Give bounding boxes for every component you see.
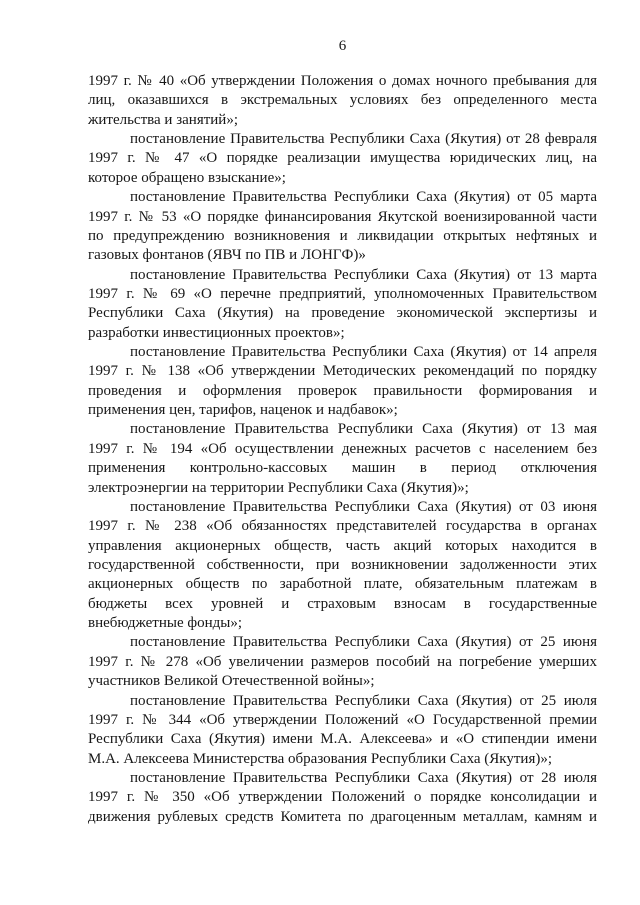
text-line: применения цен, тарифов, наценок и надбавок»; bbox=[88, 402, 398, 419]
paragraph bbox=[88, 188, 597, 265]
text-line: акционерных обществ по заработной плате, обязательным платежам в bbox=[88, 576, 597, 593]
text-line: постановление Правительства Республики Саха (Якутия) от 05 марта bbox=[130, 189, 597, 206]
text-line: постановление Правительства Республики Саха (Якутия) от 13 марта bbox=[130, 266, 597, 283]
text-line: 1997 г. № 40 «Об утверждении Положения о домах ночного пребывания для bbox=[88, 73, 597, 89]
paragraph bbox=[88, 692, 597, 769]
text-line: которое обращено взыскание»; bbox=[88, 169, 286, 186]
text-line: 1997 г. № 138 «Об утверждении Методических рекомендаций по порядку bbox=[88, 363, 597, 380]
paragraph bbox=[88, 633, 597, 691]
text-line: 1997 г. № 344 «Об утверждении Положений «О Государственной премии bbox=[88, 711, 597, 728]
text-line: 1997 г. № 47 «О порядке реализации имущества юридических лиц, на bbox=[88, 150, 597, 167]
text-line: жительства и занятий»; bbox=[88, 111, 238, 128]
paragraph bbox=[88, 420, 597, 497]
text-line: 1997 г. № 194 «Об осуществлении денежных расчетов с населением без bbox=[88, 440, 597, 457]
text-line: постановление Правительства Республики Саха (Якутия) от 28 февраля bbox=[130, 131, 597, 148]
text-line: 1997 г. № 69 «О перечне предприятий, уполномоченных Правительством bbox=[88, 285, 597, 302]
paragraph bbox=[88, 498, 597, 634]
text-line: управления акционерных обществ, часть акций которых находится в bbox=[88, 537, 597, 554]
text-line: постановление Правительства Республики Саха (Якутия) от 25 июня bbox=[130, 634, 597, 651]
document-body bbox=[88, 72, 597, 827]
text-line: участников Великой Отечественной войны»; bbox=[88, 673, 375, 690]
page-number: 6 bbox=[338, 38, 347, 54]
text-line: проведения и оформления проверок правильности формирования и bbox=[88, 382, 597, 399]
text-line: Республики Саха (Якутия) на проведение экономической экспертизы и bbox=[88, 305, 597, 322]
text-line: 1997 г. № 350 «Об утверждении Положений о порядке консолидации и bbox=[88, 789, 597, 806]
text-line: разработки инвестиционных проектов»; bbox=[88, 324, 345, 341]
text-line: газовых фонтанов (ЯВЧ по ПВ и ЛОНГФ)» bbox=[88, 247, 366, 264]
text-line: 1997 г. № 53 «О порядке финансирования Якутской военизированной части bbox=[88, 208, 597, 225]
text-line: постановление Правительства Республики Саха (Якутия) от 25 июля bbox=[130, 692, 597, 709]
paragraph bbox=[88, 72, 597, 130]
text-line: М.А. Алексеева Министерства образования Республики Саха (Якутия)»; bbox=[88, 750, 553, 767]
paragraph bbox=[88, 343, 597, 420]
paragraph bbox=[88, 266, 597, 343]
text-line: электроэнергии на территории Республики Саха (Якутия)»; bbox=[88, 479, 469, 496]
text-line: применения контрольно-кассовых машин в период отключения bbox=[88, 460, 597, 477]
text-line: постановление Правительства Республики Саха (Якутия) от 14 апреля bbox=[130, 344, 597, 361]
paragraph bbox=[88, 130, 597, 188]
text-line: по предупреждению возникновения и ликвидации открытых нефтяных и bbox=[88, 227, 597, 244]
text-line: 1997 г. № 238 «Об обязанностях представителей государства в органах bbox=[88, 518, 597, 535]
text-line: постановление Правительства Республики Саха (Якутия) от 13 мая bbox=[130, 421, 597, 438]
text-line: государственной собственности, при возникновении задолженности этих bbox=[88, 556, 597, 573]
text-line: 1997 г. № 278 «Об увеличении размеров пособий на погребение умерших bbox=[88, 653, 597, 670]
text-line: Республики Саха (Якутия) имени М.А. Алексеева» и «О стипендии имени bbox=[88, 731, 597, 748]
text-line: постановление Правительства Республики Саха (Якутия) от 28 июля bbox=[130, 769, 597, 786]
text-line: движения рублевых средств Комитета по драгоценным металлам, камням и bbox=[88, 808, 597, 825]
text-line: постановление Правительства Республики Саха (Якутия) от 03 июня bbox=[130, 498, 597, 515]
text-line: лиц, оказавшихся в экстремальных условиях без определенного места bbox=[88, 92, 597, 109]
text-line: внебюджетные фонды»; bbox=[88, 615, 242, 632]
paragraph bbox=[88, 769, 597, 827]
text-line: бюджеты всех уровней и страховым взносам в государственные bbox=[88, 595, 597, 612]
